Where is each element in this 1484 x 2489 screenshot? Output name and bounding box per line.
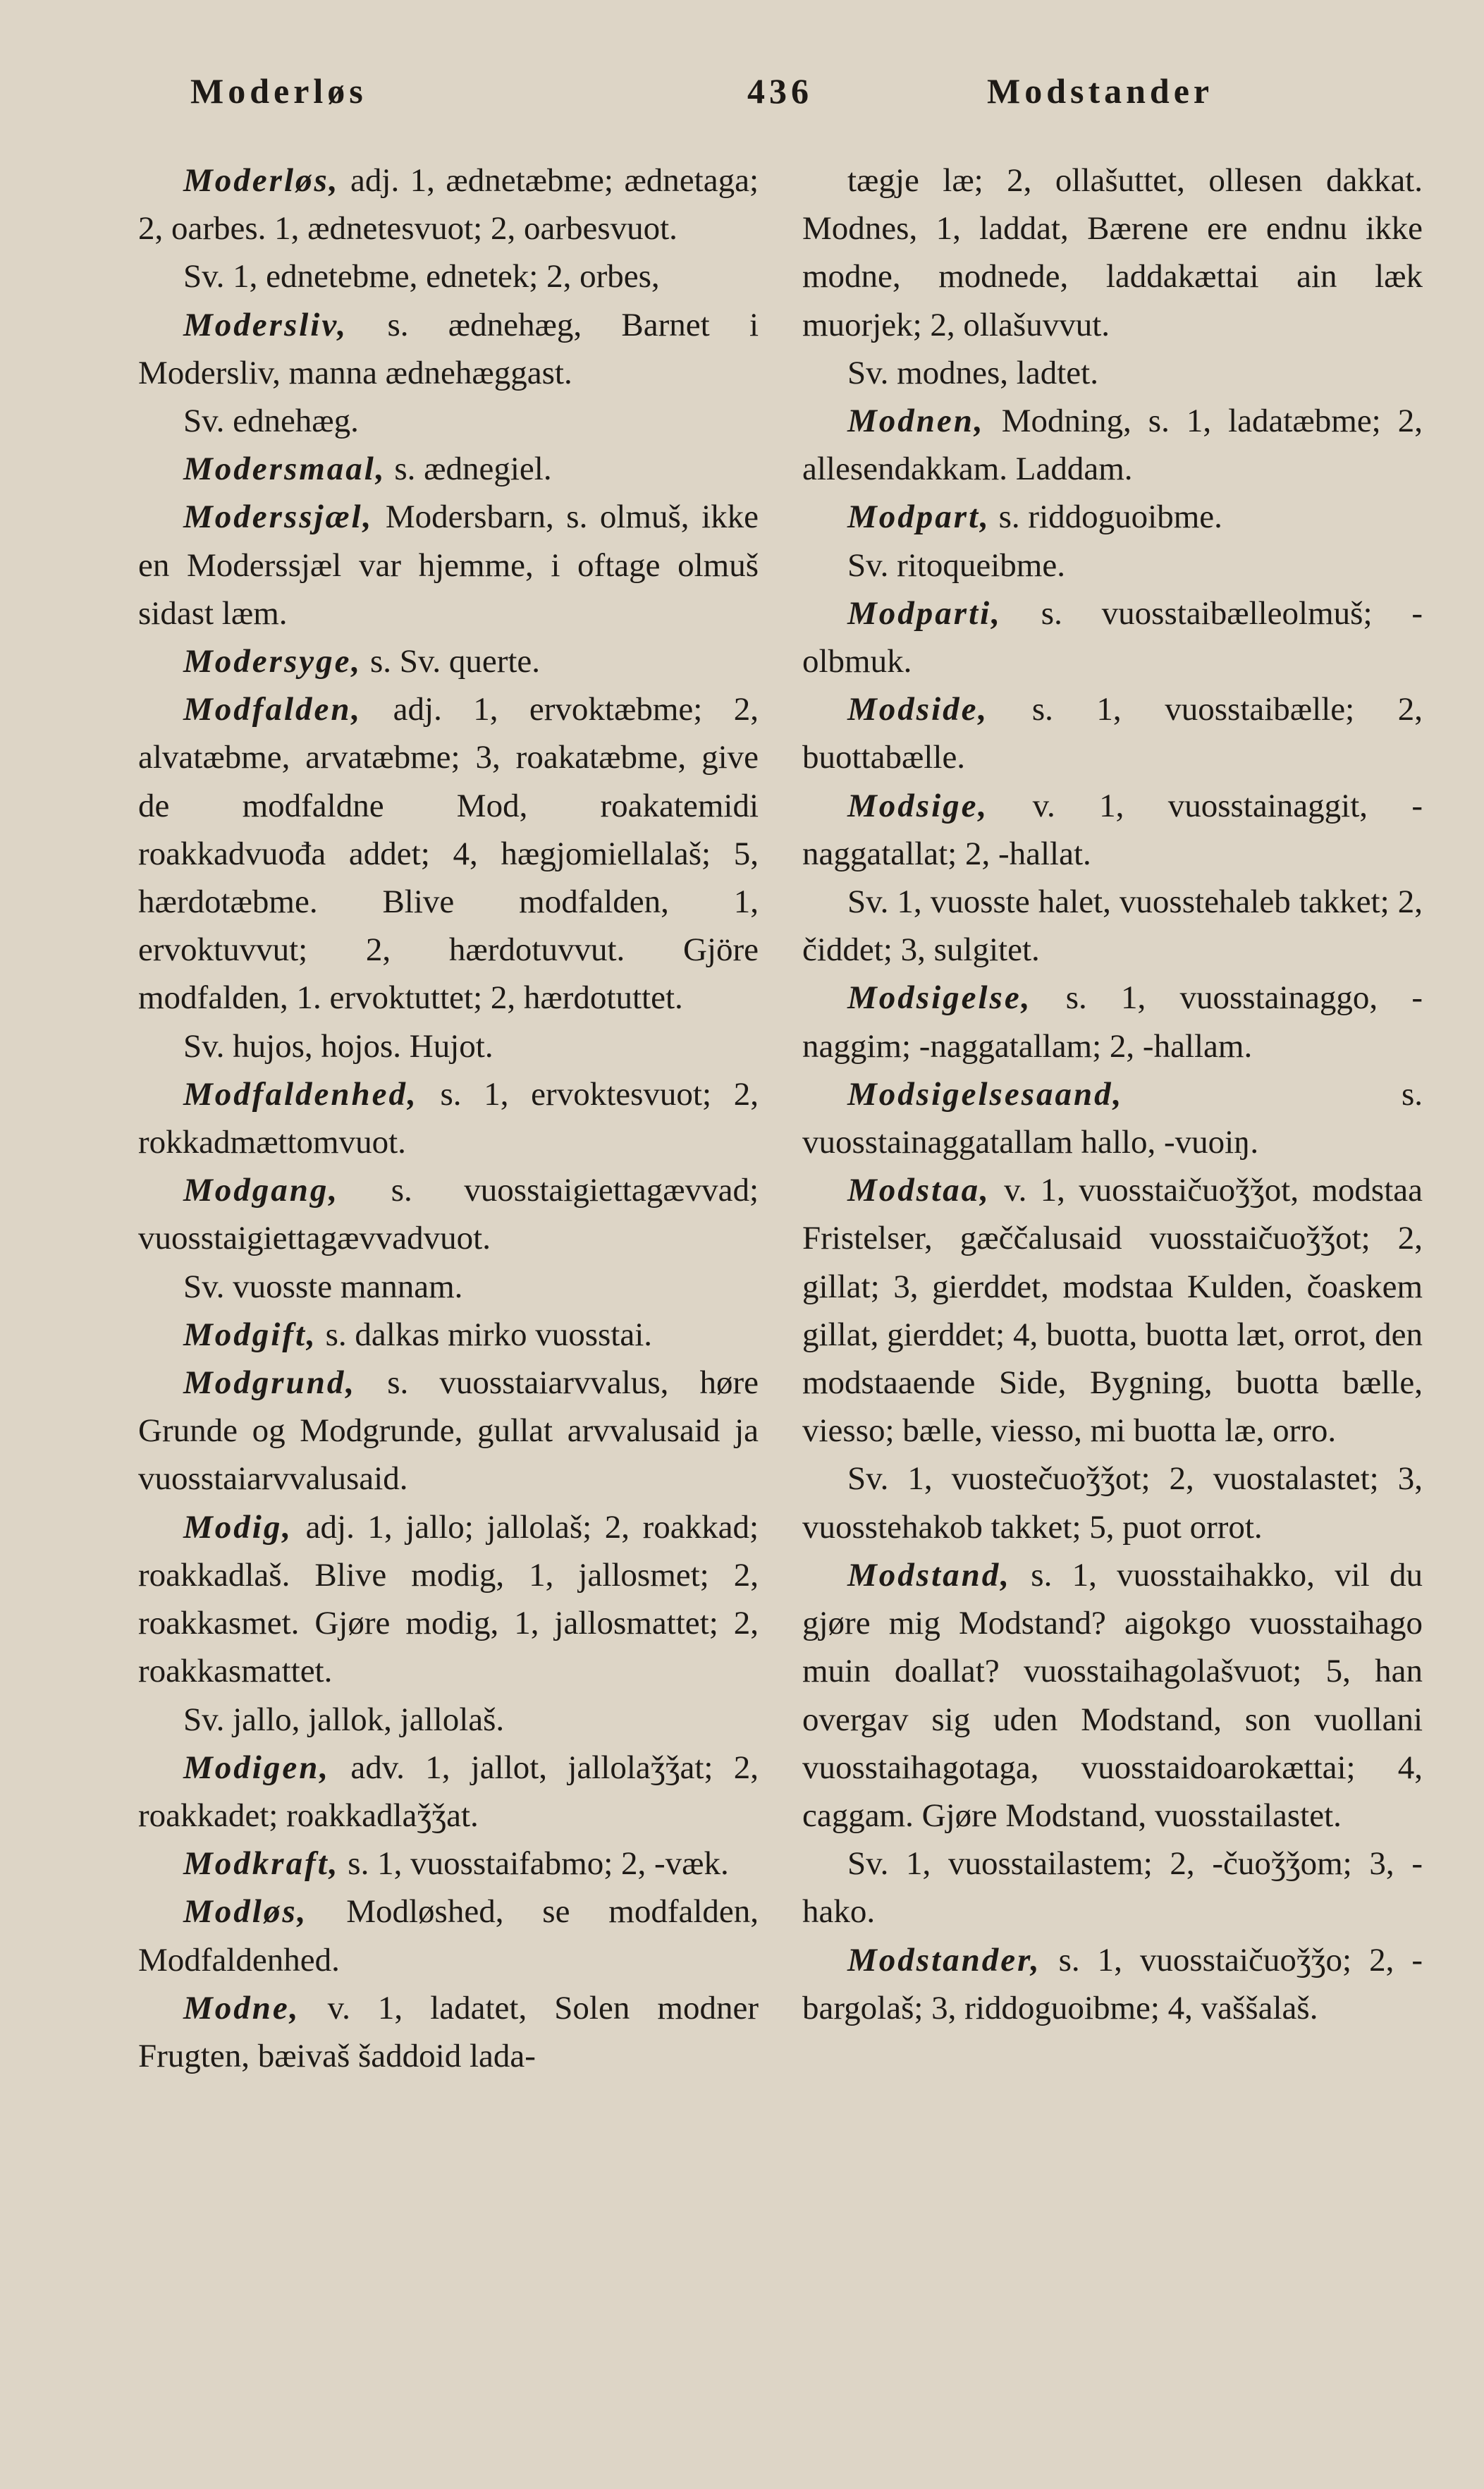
dictionary-entry [802, 493, 1423, 541]
entry-definition: Sv. 1, ednetebme, ednetek; 2, orbes, [183, 258, 660, 295]
entry-headword: Modigen, [183, 1749, 331, 1786]
entry-headword: Moderssjæl, [183, 499, 374, 536]
entry-headword: Modsigelse, [847, 979, 1032, 1017]
dictionary-entry [802, 782, 1423, 878]
dictionary-entry [802, 589, 1423, 685]
entry-headword: Modløs, [183, 1893, 308, 1931]
entry-definition: Sv. 1, vuosstailastem; 2, -čuoǯǯom; 3, -hako. [802, 1845, 1423, 1931]
dictionary-entry [138, 252, 759, 300]
dictionary-entry [138, 1263, 759, 1311]
right-column [802, 157, 1423, 2032]
entry-definition: s. riddoguoibme. [990, 499, 1222, 536]
entry-definition: s. 1, vuosstaifabmo; 2, -væk. [339, 1845, 729, 1883]
dictionary-entry [802, 1455, 1423, 1551]
dictionary-entry [138, 445, 759, 493]
entry-headword: Modstaa, [847, 1172, 991, 1209]
dictionary-entry [802, 397, 1423, 493]
entry-headword: Modparti, [847, 594, 1002, 632]
dictionary-entry [138, 1840, 759, 1888]
entry-headword: Modpart, [847, 499, 991, 536]
entry-definition: s. dalkas mirko vuosstai. [317, 1316, 652, 1353]
dictionary-entry [802, 878, 1423, 974]
dictionary-entry [138, 493, 759, 637]
entry-headword: Moderløs, [183, 162, 340, 199]
entry-definition: Sv. ednehæg. [183, 403, 359, 440]
entry-definition: adj. 1, jallo; jallolaš; 2, roakkad; roakkadlaš. Blive modig, 1, jallosmet; 2, roakkasmet. Gjøre modig, 1, jallosmattet; 2, roakkasmattet. [138, 1508, 759, 1690]
entry-headword: Modgrund, [183, 1364, 357, 1402]
entry-definition: s. 1, vuosstaičuoǯǯo; 2, -bargolaš; 3, riddoguoibme; 4, vaššalaš. [802, 1941, 1423, 2026]
left-column [138, 157, 759, 2080]
entry-definition: Sv. 1, vuostečuoǯǯot; 2, vuostalastet; 3, vuosstehakob takket; 5, puot orrot. [802, 1460, 1423, 1546]
dictionary-entry [802, 974, 1423, 1070]
dictionary-entry [138, 1311, 759, 1359]
entry-definition: s. Sv. querte. [362, 643, 541, 680]
entry-headword: Modstander, [847, 1941, 1041, 1979]
entry-definition: Sv. hujos, hojos. Hujot. [183, 1027, 493, 1065]
dictionary-entry [138, 301, 759, 397]
dictionary-entry [802, 1840, 1423, 1935]
page-number: 436 [747, 71, 813, 111]
entry-definition: s. ædnehæg, Barnet i Modersliv, manna ædnehæggast. [138, 306, 759, 391]
entry-headword: Modsige, [847, 787, 989, 824]
dictionary-entry [138, 1166, 759, 1262]
entry-headword: Modfalden, [183, 691, 362, 728]
dictionary-entry [802, 685, 1423, 781]
entry-headword: Modersyge, [183, 643, 362, 680]
entry-definition: Modløshed, se modfalden, Modfaldenhed. [138, 1893, 759, 1979]
entry-headword: Modne, [183, 1989, 300, 2026]
entry-headword: Modkraft, [183, 1845, 340, 1883]
entry-definition: s. 1, vuosstaibælle; 2, buottabælle. [802, 691, 1423, 776]
entry-definition: Sv. vuosste mannam. [183, 1268, 463, 1305]
dictionary-entry [138, 1984, 759, 2080]
dictionary-entry [802, 542, 1423, 589]
entry-definition: adj. 1, ervoktæbme; 2, alvatæbme, arvatæbme; 3, roakatæbme, give de modfaldne Mod, roakatemidi roakkadvuođa addet; 4, hægjomiellalaš; 5, hærdotæbme. Blive modfalden, 1, ervoktuvvut; 2, hærdotuvvut. Gjöre modfalden, 1. ervoktuttet; 2, hærdotuttet. [138, 691, 759, 1017]
entry-definition: s. 1, ervoktesvuot; 2, rokkadmættomvuot. [138, 1075, 759, 1161]
entry-definition: s. vuosstaigiettagævvad; vuosstaigiettagævvadvuot. [138, 1172, 759, 1257]
entry-definition: v. 1, ladatet, Solen modner Frugten, bæivaš šaddoid lada- [138, 1989, 759, 2074]
dictionary-entry [802, 1551, 1423, 1840]
entry-definition: Sv. ritoqueibme. [847, 546, 1065, 584]
dictionary-entry [138, 685, 759, 1022]
dictionary-entry [802, 157, 1423, 349]
entry-headword: Modgift, [183, 1316, 317, 1353]
entry-definition: Sv. 1, vuosste halet, vuosstehaleb takket; 2, čiddet; 3, sulgitet. [802, 883, 1423, 969]
dictionary-entry [138, 1022, 759, 1070]
entry-headword: Modsigelsesaand, [847, 1075, 1124, 1113]
entry-definition: Sv. modnes, ladtet. [847, 354, 1098, 391]
entry-definition: Sv. jallo, jallok, jallolaš. [183, 1701, 505, 1738]
entry-definition: v. 1, vuosstainaggit, -naggatallat; 2, -hallat. [802, 787, 1423, 872]
entry-definition: s. 1, vuosstainaggo, -naggim; -naggatallam; 2, -hallam. [802, 979, 1423, 1065]
page-header [0, 71, 1484, 127]
entry-headword: Modstand, [847, 1556, 1012, 1594]
entry-headword: Modgang, [183, 1172, 340, 1209]
header-right-guide-word: Modstander [987, 71, 1214, 111]
dictionary-entry [138, 157, 759, 252]
dictionary-entry [138, 1744, 759, 1840]
dictionary-entry [138, 637, 759, 685]
dictionary-entry [138, 1696, 759, 1744]
entry-definition: s. ædnegiel. [386, 451, 552, 488]
dictionary-entry [802, 1166, 1423, 1455]
entry-definition: s. vuosstainaggatallam hallo, -vuoiŋ. [802, 1075, 1423, 1161]
entry-definition: s. 1, vuosstaihakko, vil du gjøre mig Modstand? aigokgo vuosstaihago muin doallat? vuosstaihagolašvuot; 5, han overgav sig uden Modstand, son vuollani vuosstaihagotaga, vuosstaidoarokættai; 4, caggam. Gjøre Modstand, vuosstailastet. [802, 1556, 1423, 1834]
entry-definition: tægje læ; 2, ollašuttet, ollesen dakkat. Modnes, 1, laddat, Bærene ere endnu ikke modne, modnede, laddakættai ain læk muorjek; 2, ollašuvvut. [802, 162, 1423, 343]
dictionary-entry [138, 1503, 759, 1696]
entry-headword: Modside, [847, 691, 989, 728]
dictionary-entry [138, 1359, 759, 1503]
entry-headword: Modfaldenhed, [183, 1075, 418, 1113]
entry-definition: adv. 1, jallot, jallolaǯǯat; 2, roakkadet; roakkadlaǯǯat. [138, 1749, 759, 1834]
entry-definition: v. 1, vuosstaičuoǯǯot, modstaa Fristelser, gæččalusaid vuosstaičuoǯǯot; 2, gillat; 3, gierddet, modstaa Kulden, čoaskem gillat, gierddet; 4, buotta, buotta læt, orrot, den modstaaende Side, Bygning, buotta bælle, viesso; bælle, viesso, mi buotta læ, orro. [802, 1172, 1423, 1450]
dictionary-entry [138, 1888, 759, 1983]
entry-definition: Modersbarn, s. olmuš, ikke en Moderssjæl var hjemme, i oftage olmuš sidast læm. [138, 499, 759, 632]
header-left-guide-word: Moderløs [190, 71, 367, 111]
entry-headword: Modnen, [847, 403, 985, 440]
dictionary-entry [138, 397, 759, 445]
entry-definition: Modning, s. 1, ladatæbme; 2, allesendakkam. Laddam. [802, 403, 1423, 488]
entry-headword: Modersliv, [183, 306, 348, 343]
entry-definition: s. vuosstaiarvvalus, høre Grunde og Modgrunde, gullat arvvalusaid ja vuosstaiarvvalusaid. [138, 1364, 759, 1498]
entry-headword: Modersmaal, [183, 451, 386, 488]
dictionary-entry [802, 1070, 1423, 1166]
entry-headword: Modig, [183, 1508, 293, 1546]
dictionary-entry [802, 1936, 1423, 2032]
entry-definition: s. vuosstaibælleolmuš; -olbmuk. [802, 594, 1423, 680]
entry-definition: adj. 1, ædnetæbme; ædnetaga; 2, oarbes. 1, ædnetesvuot; 2, oarbesvuot. [138, 162, 759, 247]
dictionary-entry [138, 1070, 759, 1166]
dictionary-entry [802, 349, 1423, 397]
